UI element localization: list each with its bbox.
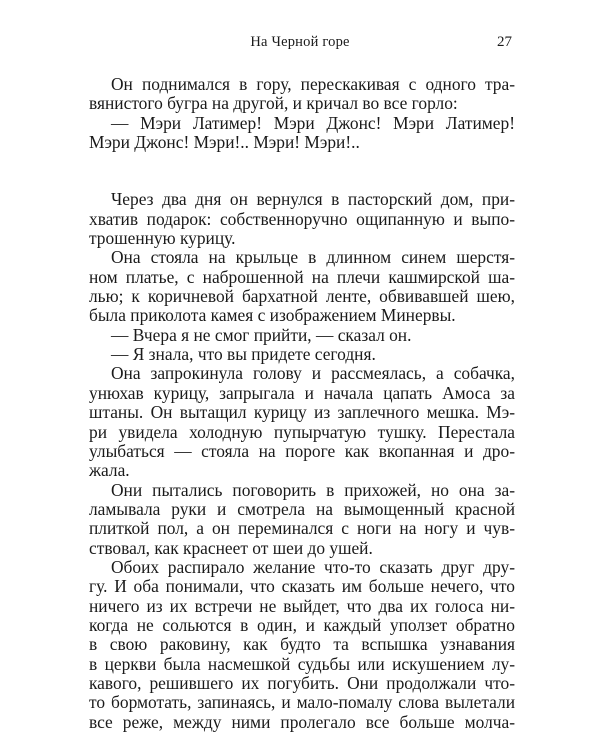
text-line: — Я знала, что вы придете сегодня.	[111, 344, 376, 365]
text-line: плиткой пол, а он переминался с ноги на ногу и чув-	[89, 518, 515, 539]
text-line: ничего из их встречи не выйдет, что два их голоса ни-	[89, 595, 515, 616]
text-line: в свою раковину, как будто та вспышка узнавания	[89, 634, 515, 655]
text-line: ствовал, как краснеет от шеи до ушей.	[89, 537, 373, 558]
paragraph	[89, 345, 515, 364]
text-line: ри увидела холодную пупырчатую тушку. Перестала	[89, 421, 515, 442]
text-line: кавого, решившего их погубить. Они продолжали что-	[89, 672, 515, 693]
paragraph	[89, 114, 515, 153]
text-line: унюхав курицу, запрыгала и начала цапать Амоса за	[89, 382, 515, 403]
paragraph	[89, 481, 515, 558]
text-line: хватив подарок: собственноручно ощипанную и выпо-	[89, 208, 515, 229]
text-line: то бормотать, запинаясь, и мало-помалу слова вылетали	[89, 692, 515, 713]
text-line: Она запрокинула голову и рассмеялась, а собачка,	[111, 363, 515, 384]
running-title: На Черной горе	[250, 34, 350, 50]
text-line: Через два дня он вернулся в пасторский дом, при-	[111, 189, 515, 210]
text-line: когда не сольются в один, и каждый уползет обратно	[89, 614, 515, 635]
text-line: в церкви была насмешкой судьбы или искушением лу-	[89, 653, 515, 674]
paragraph	[89, 326, 515, 345]
text-line: Обоих распирало желание что-то сказать друг дру-	[111, 556, 515, 577]
paragraph	[89, 558, 515, 732]
text-line: улыбаться — стояла на пороге как вкопанная и дро-	[89, 440, 515, 461]
text-line: — Мэри Латимер! Мэри Джонс! Мэри Латимер!	[111, 112, 515, 133]
text-line: вянистого бугра на другой, и кричал во все горло:	[89, 93, 458, 114]
text-line: жала.	[89, 460, 130, 481]
text-line: Мэри Джонс! Мэри!.. Мэри! Мэри!..	[89, 132, 360, 153]
paragraph	[89, 364, 515, 480]
text-line: ламывала руки и смотрела на вымощенный красной	[89, 498, 515, 519]
text-line: гу. И оба понимали, что сказать им больше нечего, что	[89, 576, 515, 597]
text-line: ном платье, с наброшенной на плечи кашмирской ша-	[89, 266, 515, 287]
text-line: все реже, между ними пролегало все больше молча-	[89, 711, 515, 732]
text-line: лью; к коричневой бархатной ленте, обвивавшей шею,	[89, 286, 515, 307]
paragraph	[89, 75, 515, 114]
running-head	[88, 34, 512, 54]
scene-break	[89, 152, 515, 190]
text-line: была приколота камея с изображением Минервы.	[89, 305, 456, 326]
text-line: — Вчера я не смог прийти, — сказал он.	[111, 324, 412, 345]
text-line: Он поднимался в гору, перескакивая с одного тра-	[111, 74, 515, 94]
text-line: штаны. Он вытащил курицу из заплечного мешка. Мэ-	[89, 402, 515, 423]
text-line: трошенную курицу.	[89, 228, 236, 249]
text-line: Они пытались поговорить в прихожей, но она за-	[111, 479, 515, 500]
paragraph	[89, 248, 515, 325]
paragraph	[89, 190, 515, 248]
page-number: 27	[497, 34, 512, 50]
body-text	[89, 75, 515, 732]
text-line: Она стояла на крыльце в длинном синем шерстя-	[111, 247, 515, 268]
